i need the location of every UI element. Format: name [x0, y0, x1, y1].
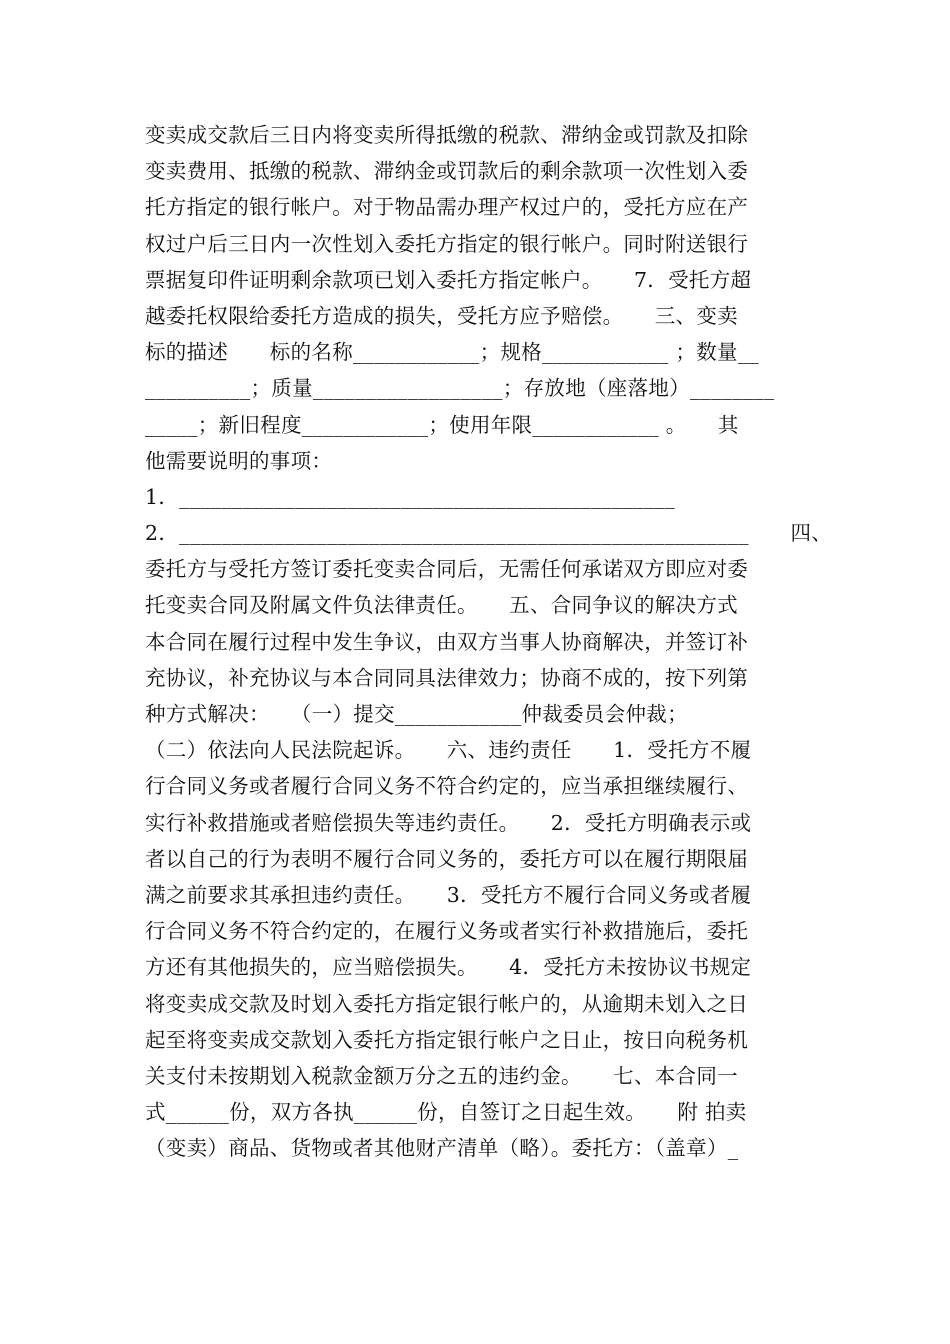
text-line: （变卖）商品、货物或者其他财产清单（略）。委托方：（盖章）_	[145, 1136, 739, 1161]
text-line: 变卖费用、抵缴的税款、滞纳金或罚款后的剩余款项一次性划入委	[145, 159, 749, 184]
text-line: 将变卖成交款及时划入委托方指定银行帐户的，从逾期未划入之日	[145, 991, 749, 1016]
text-line: _____；新旧程度____________；使用年限____________ 。 其	[145, 412, 739, 437]
text-line: 起至将变卖成交款划入委托方指定银行帐户之日止，按日向税务机	[145, 1027, 749, 1052]
document-body	[145, 117, 845, 1166]
text-line: 变卖成交款后三日内将变卖所得抵缴的税款、滞纳金或罚款及扣除	[145, 123, 749, 147]
text-line: __________；质量__________________；存放地（座落地）________	[145, 376, 775, 401]
text-line: 标的描述 标的名称____________；规格____________ ；数量__	[145, 340, 759, 365]
text-line: 票据复印件证明剩余款项已划入委托方指定帐户。 7．受托方超	[145, 267, 752, 292]
text-line: 1．_______________________________________________	[145, 484, 675, 509]
text-line: 他需要说明的事项：	[145, 448, 333, 473]
text-line: 委托方与受托方签订委托变卖合同后，无需任何承诺双方即应对委	[145, 557, 749, 582]
text-line: 者以自己的行为表明不履行合同义务的，委托方可以在履行期限届	[145, 846, 749, 871]
text-line: 实行补救措施或者赔偿损失等违约责任。 2．受托方明确表示或	[145, 810, 752, 835]
text-line: 方还有其他损失的，应当赔偿损失。 4．受托方未按协议书规定	[145, 955, 752, 980]
text-line: 2．______________________________________________________ 四、	[145, 521, 833, 546]
text-line: （二）依法向人民法院起诉。 六、违约责任 1．受托方不履	[145, 738, 752, 763]
text-line: 行合同义务不符合约定的，在履行义务或者实行补救措施后，委托	[145, 919, 749, 944]
text-line: 越委托权限给委托方造成的损失，受托方应予赔偿。 三、变卖	[145, 303, 738, 328]
text-line: 托方指定的银行帐户。对于物品需办理产权过户的，受托方应在产	[145, 195, 749, 220]
text-line: 关支付未按期划入税款金额万分之五的违约金。 七、本合同一	[145, 1063, 738, 1088]
text-line: 行合同义务或者履行合同义务不符合约定的，应当承担继续履行、	[145, 774, 749, 799]
text-line: 式______份，双方各执______份，自签订之日起生效。 附 拍卖	[145, 1100, 747, 1125]
text-line: 本合同在履行过程中发生争议，由双方当事人协商解决，并签订补	[145, 629, 749, 654]
text-line: 托变卖合同及附属文件负法律责任。 五、合同争议的解决方式	[145, 593, 738, 618]
text-line: 满之前要求其承担违约责任。 3．受托方不履行合同义务或者履	[145, 882, 752, 907]
text-line: 充协议，补充协议与本合同同具法律效力；协商不成的，按下列第	[145, 665, 749, 690]
text-line: 种方式解决： （一）提交____________仲裁委员会仲裁；	[145, 702, 688, 726]
text-line: 权过户后三日内一次性划入委托方指定的银行帐户。同时附送银行	[145, 231, 749, 256]
